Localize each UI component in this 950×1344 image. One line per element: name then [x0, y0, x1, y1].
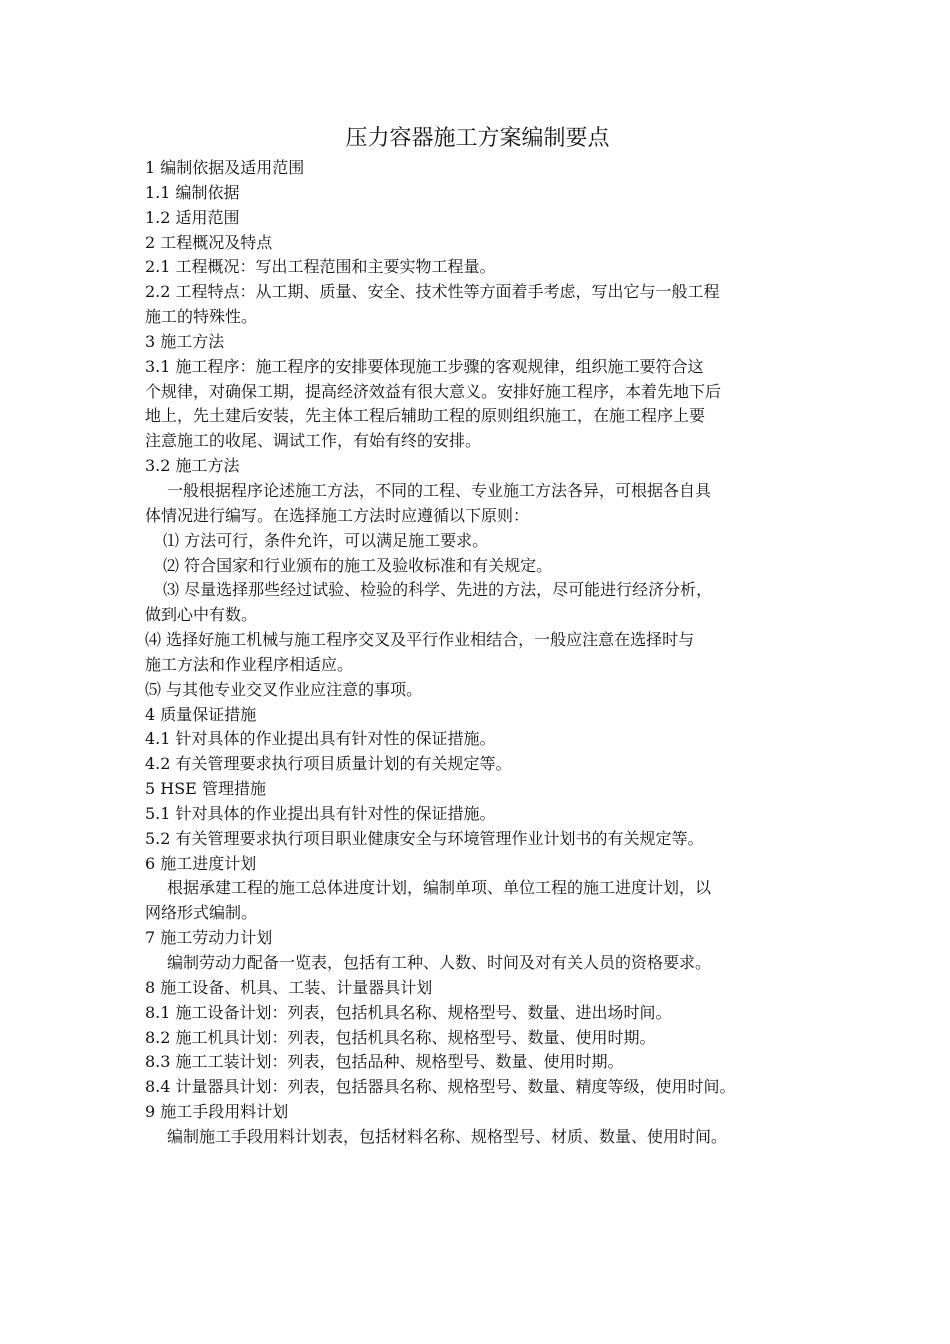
text-line: 编制施工手段用料计划表，包括材料名称、规格型号、材质、数量、使用时间。	[167, 1126, 728, 1146]
subsection-heading: 1.1 编制依据	[145, 182, 240, 202]
text-line: 地上，先土建后安装，先主体工程后辅助工程的原则组织施工，在施工程序上要	[145, 406, 706, 426]
text-line: 施工方法和作业程序相适应。	[145, 654, 354, 674]
text-line: 4.1 针对具体的作业提出具有针对性的保证措施。	[145, 729, 496, 749]
text-line: 注意施工的收尾、调试工作，有始有终的安排。	[145, 431, 482, 451]
text-line: 2.1 工程概况：写出工程范围和主要实物工程量。	[145, 257, 496, 277]
section-heading: 7 施工劳动力计划	[145, 928, 273, 948]
text-line: 3.1 施工程序：施工程序的安排要体现施工步骤的客观规律，组织施工要符合这	[145, 356, 704, 376]
text-line: 8.1 施工设备计划：列表，包括机具名称、规格型号、数量、进出场时间。	[145, 1002, 672, 1022]
subsection-heading: 1.2 适用范围	[145, 207, 240, 227]
list-item: ⑵ 符合国家和行业颁布的施工及验收标准和有关规定。	[163, 555, 553, 575]
text-line: 8.4 计量器具计划：列表，包括器具名称、规格型号、数量、精度等级，使用时间。	[145, 1077, 736, 1097]
section-heading: 8 施工设备、机具、工装、计量器具计划	[145, 977, 433, 997]
text-line: 一般根据程序论述施工方法，不同的工程、专业施工方法各异，可根据各自具	[167, 480, 712, 500]
text-line: 网络形式编制。	[145, 903, 258, 923]
text-line: 5.2 有关管理要求执行项目职业健康安全与环境管理作业计划书的有关规定等。	[145, 828, 704, 848]
text-line: 做到心中有数。	[145, 605, 258, 625]
text-line: 4.2 有关管理要求执行项目质量计划的有关规定等。	[145, 754, 512, 774]
list-item: ⑴ 方法可行，条件允许，可以满足施工要求。	[163, 530, 489, 550]
text-line: 个规律，对确保工期，提高经济效益有很大意义。安排好施工程序，本着先地下后	[145, 381, 722, 401]
text-line: 2.2 工程特点：从工期、质量、安全、技术性等方面着手考虑，写出它与一般工程	[145, 282, 720, 302]
text-line: 根据承建工程的施工总体进度计划，编制单项、单位工程的施工进度计划，以	[167, 878, 712, 898]
section-heading: 2 工程概况及特点	[145, 232, 273, 252]
subsection-heading: 3.2 施工方法	[145, 456, 240, 476]
section-heading: 1 编制依据及适用范围	[145, 158, 305, 177]
list-item: ⑷ 选择好施工机械与施工程序交叉及平行作业相结合，一般应注意在选择时与	[145, 630, 695, 650]
text-line: 编制劳动力配备一览表，包括有工种、人数、时间及对有关人员的资格要求。	[167, 953, 712, 972]
document-title: 压力容器施工方案编制要点	[345, 126, 610, 151]
document-page	[145, 122, 810, 1150]
section-heading: 9 施工手段用料计划	[145, 1102, 289, 1122]
text-line: 施工的特殊性。	[145, 307, 258, 327]
text-line: 8.2 施工机具计划：列表，包括机具名称、规格型号、数量、使用时期。	[145, 1027, 656, 1047]
section-heading: 4 质量保证措施	[145, 704, 257, 724]
text-line: 5.1 针对具体的作业提出具有针对性的保证措施。	[145, 803, 496, 823]
section-heading: 5 HSE 管理措施	[145, 779, 266, 799]
document-body	[145, 156, 810, 1150]
text-line: 体情况进行编写。在选择施工方法时应遵循以下原则：	[145, 505, 530, 525]
section-heading: 6 施工进度计划	[145, 853, 257, 873]
section-heading: 3 施工方法	[145, 331, 225, 351]
list-item: ⑸ 与其他专业交叉作业应注意的事项。	[145, 679, 423, 699]
text-line: 8.3 施工工装计划：列表，包括品种、规格型号、数量、使用时期。	[145, 1052, 624, 1072]
list-item: ⑶ 尽量选择那些经过试验、检验的科学、先进的方法，尽可能进行经济分析，	[163, 580, 713, 600]
